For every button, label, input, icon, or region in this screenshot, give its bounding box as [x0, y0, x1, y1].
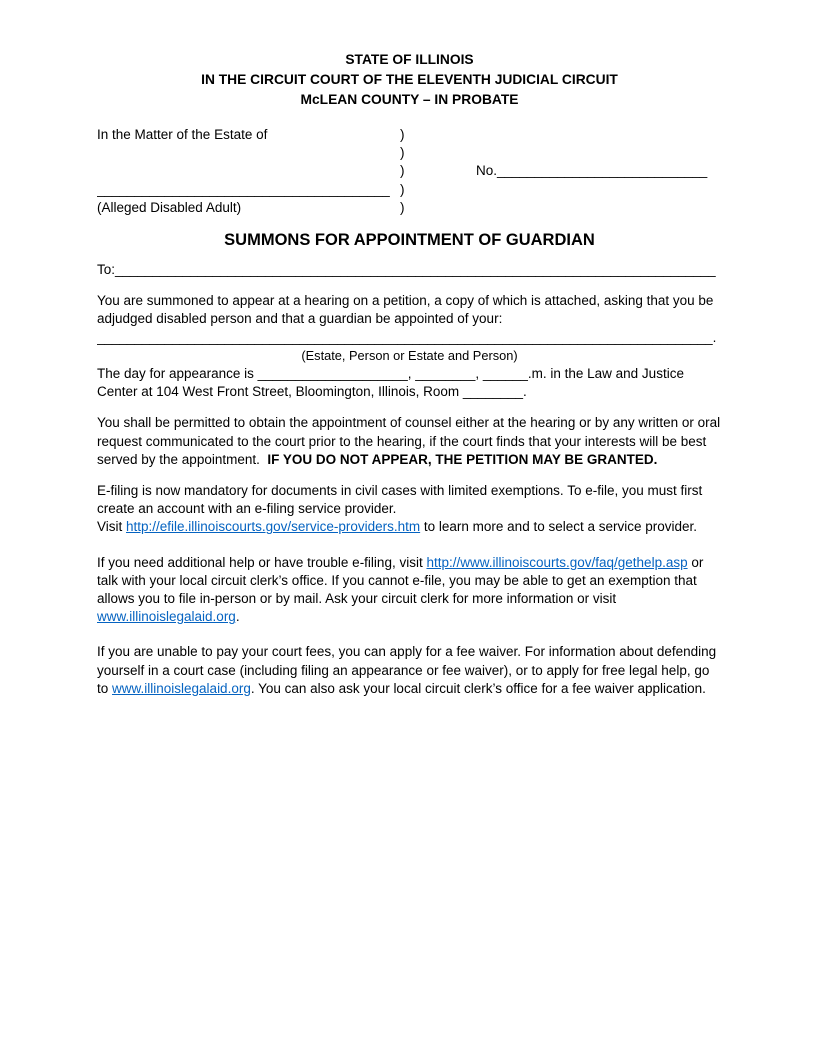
- counsel-paragraph: [97, 414, 722, 469]
- document-title: SUMMONS FOR APPOINTMENT OF GUARDIAN: [224, 231, 595, 250]
- case-caption: [97, 126, 722, 217]
- caption-row: [97, 162, 722, 180]
- document-header: [97, 50, 722, 110]
- caption-paren: ): [400, 163, 405, 179]
- caption-paren: ): [400, 199, 405, 215]
- to-line-blank: To:________________________________________________________________________________: [97, 262, 716, 278]
- bold-emphasis-text: IF YOU DO NOT APPEAR, THE PETITION MAY BE GRANTED.: [267, 451, 658, 467]
- estate-person-caption: (Estate, Person or Estate and Person): [301, 347, 518, 363]
- hyperlink[interactable]: www.illinoislegalaid.org: [112, 680, 251, 696]
- caption-row: [97, 126, 722, 144]
- paragraph-text: or talk with your local circuit clerk’s office. If you cannot e-file, you may be able to get an exemption that allows you to file in-person or by mail. Ask your circuit clerk for more information or visit: [97, 554, 708, 607]
- guardian-type-blank: __________________________________________________________________________________.: [97, 329, 717, 345]
- caption-matter-label: In the Matter of the Estate of: [97, 127, 268, 142]
- appearance-paragraph: The day for appearance is ____________________, ________, ______.m. in the Law and Justice Center at 104 West Front Street, Bloomington, Illinois, Room ________.: [97, 366, 688, 400]
- caption-left-text: [97, 144, 400, 162]
- ward-name-blank: _______________________________________: [97, 181, 390, 197]
- caption-right-text: [476, 144, 722, 162]
- caption-right-text: [476, 199, 722, 217]
- caption-right-text: [476, 126, 722, 144]
- summons-paragraph: You are summoned to appear at a hearing on a petition, a copy of which is attached, asking that you be adjudged disabled person and that a guardian be appointed of your:: [97, 293, 718, 327]
- paragraph-text: E-filing is now mandatory for documents in civil cases with limited exemptions. To e-file, you must first create an account with an e-filing service provider.: [97, 483, 706, 517]
- caption-row: [97, 199, 722, 217]
- caption-left-text: [97, 162, 400, 180]
- caption-row: [97, 181, 722, 199]
- caption-paren: ): [400, 145, 405, 161]
- caption-row: [97, 144, 722, 162]
- paragraph-text: If you need additional help or have trouble e-filing, visit: [97, 554, 427, 570]
- alleged-disabled-adult-label: (Alleged Disabled Adult): [97, 199, 242, 215]
- paragraph-text: Visit: [97, 519, 127, 535]
- hyperlink[interactable]: http://efile.illinoiscourts.gov/service-providers.htm: [126, 519, 421, 535]
- fee-waiver-paragraph: [97, 643, 722, 698]
- caption-right-text: [476, 181, 722, 199]
- caption-paren: ): [400, 127, 405, 142]
- hyperlink[interactable]: http://www.illinoiscourts.gov/faq/gethelp.asp: [426, 554, 688, 570]
- case-number-blank: No.____________________________: [476, 163, 708, 179]
- paragraph-text: You shall be permitted to obtain the appointment of counsel either at the hearing or by any written or oral request communicated to the court prior to the hearing, if the court finds that your interests will be best served by the appointment.: [97, 415, 724, 467]
- hyperlink[interactable]: www.illinoislegalaid.org: [97, 609, 236, 625]
- header-line-court: IN THE CIRCUIT COURT OF THE ELEVENTH JUDICIAL CIRCUIT: [201, 72, 618, 87]
- paragraph-text: .: [235, 609, 240, 625]
- efiling-help-paragraph: [97, 554, 722, 627]
- paragraph-text: to learn more and to select a service provider.: [420, 519, 698, 535]
- header-line-county: McLEAN COUNTY – IN PROBATE: [300, 92, 519, 107]
- caption-paren: ): [400, 181, 405, 197]
- efiling-paragraph: [97, 482, 722, 537]
- header-line-state: STATE OF ILLINOIS: [345, 52, 474, 67]
- paragraph-text: If you are unable to pay your court fees, you can apply for a fee waiver. For information about defending yourself in a court case (including filing an appearance or fee waiver), or to apply for free legal help, go to: [97, 644, 720, 696]
- paragraph-text: . You can also ask your local circuit clerk’s office for a fee waiver application.: [250, 680, 706, 696]
